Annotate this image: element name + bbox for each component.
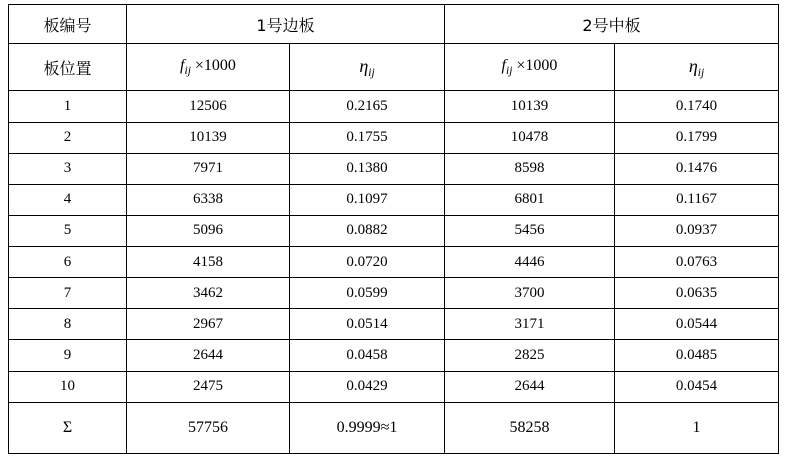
- table-row: [9, 309, 779, 340]
- cell-f-1: 10139: [127, 122, 290, 153]
- cell-eta-1: 0.0514: [290, 309, 445, 340]
- table-row: [9, 184, 779, 215]
- total-eta-2: 1: [615, 402, 779, 453]
- header-plate-position: 板位置: [9, 44, 127, 91]
- cell-f-1: 2644: [127, 340, 290, 371]
- header-group-1: 1号边板: [127, 5, 445, 44]
- cell-f-1: 5096: [127, 215, 290, 246]
- cell-f-2: 2644: [445, 371, 615, 402]
- cell-eta-1: 0.1380: [290, 153, 445, 184]
- cell-f-1: 2475: [127, 371, 290, 402]
- cell-f-2: 3171: [445, 309, 615, 340]
- cell-eta-2: 0.1799: [615, 122, 779, 153]
- cell-eta-1: 0.0599: [290, 278, 445, 309]
- cell-position: 4: [9, 184, 127, 215]
- cell-eta-2: 0.0454: [615, 371, 779, 402]
- table-row: [9, 278, 779, 309]
- cell-f-1: 2967: [127, 309, 290, 340]
- table-row: [9, 340, 779, 371]
- cell-f-2: 4446: [445, 247, 615, 278]
- cell-f-2: 10139: [445, 91, 615, 122]
- cell-position: 3: [9, 153, 127, 184]
- table-header-row-groups: [9, 5, 779, 44]
- table-row: [9, 91, 779, 122]
- table-header-row-metrics: [9, 44, 779, 91]
- cell-eta-2: 0.0937: [615, 215, 779, 246]
- table-row: [9, 122, 779, 153]
- header-metric-eta-2: $\eta_{ij}$: [615, 44, 779, 91]
- cell-eta-1: 0.0458: [290, 340, 445, 371]
- cell-position: 1: [9, 91, 127, 122]
- table-row: [9, 371, 779, 402]
- cell-f-1: 3462: [127, 278, 290, 309]
- cell-eta-2: 0.0763: [615, 247, 779, 278]
- cell-f-1: 6338: [127, 184, 290, 215]
- cell-f-2: 5456: [445, 215, 615, 246]
- cell-position: 9: [9, 340, 127, 371]
- cell-f-1: 4158: [127, 247, 290, 278]
- cell-f-2: 3700: [445, 278, 615, 309]
- cell-position: 2: [9, 122, 127, 153]
- cell-f-2: 10478: [445, 122, 615, 153]
- cell-eta-2: 0.1476: [615, 153, 779, 184]
- header-metric-f-1: $f_{ij} \times 1000$: [127, 44, 290, 91]
- cell-f-2: 2825: [445, 340, 615, 371]
- cell-eta-1: 0.0429: [290, 371, 445, 402]
- header-plate-number: 板编号: [9, 5, 127, 44]
- cell-eta-2: 0.1167: [615, 184, 779, 215]
- total-f-2: 58258: [445, 402, 615, 453]
- header-metric-f-2: $f_{ij} \times 1000$: [445, 44, 615, 91]
- total-eta-1: 0.9999≈1: [290, 402, 445, 453]
- cell-f-2: 8598: [445, 153, 615, 184]
- cell-eta-1: 0.0882: [290, 215, 445, 246]
- table-row: [9, 153, 779, 184]
- table-row: [9, 247, 779, 278]
- header-group-2: 2号中板: [445, 5, 779, 44]
- cell-position: 10: [9, 371, 127, 402]
- cell-eta-2: 0.0485: [615, 340, 779, 371]
- cell-eta-2: 0.1740: [615, 91, 779, 122]
- cell-eta-1: 0.1755: [290, 122, 445, 153]
- table-row: [9, 215, 779, 246]
- cell-eta-2: 0.0635: [615, 278, 779, 309]
- cell-f-1: 12506: [127, 91, 290, 122]
- cell-eta-1: 0.0720: [290, 247, 445, 278]
- cell-eta-2: 0.0544: [615, 309, 779, 340]
- cell-f-1: 7971: [127, 153, 290, 184]
- header-metric-eta-1: $\eta_{ij}$: [290, 44, 445, 91]
- cell-f-2: 6801: [445, 184, 615, 215]
- cell-position: 6: [9, 247, 127, 278]
- total-label: Σ: [9, 402, 127, 453]
- cell-position: 5: [9, 215, 127, 246]
- table-total-row: [9, 402, 779, 453]
- cell-eta-1: 0.2165: [290, 91, 445, 122]
- cell-position: 8: [9, 309, 127, 340]
- cell-position: 7: [9, 278, 127, 309]
- cell-eta-1: 0.1097: [290, 184, 445, 215]
- total-f-1: 57756: [127, 402, 290, 453]
- data-table: [8, 4, 779, 454]
